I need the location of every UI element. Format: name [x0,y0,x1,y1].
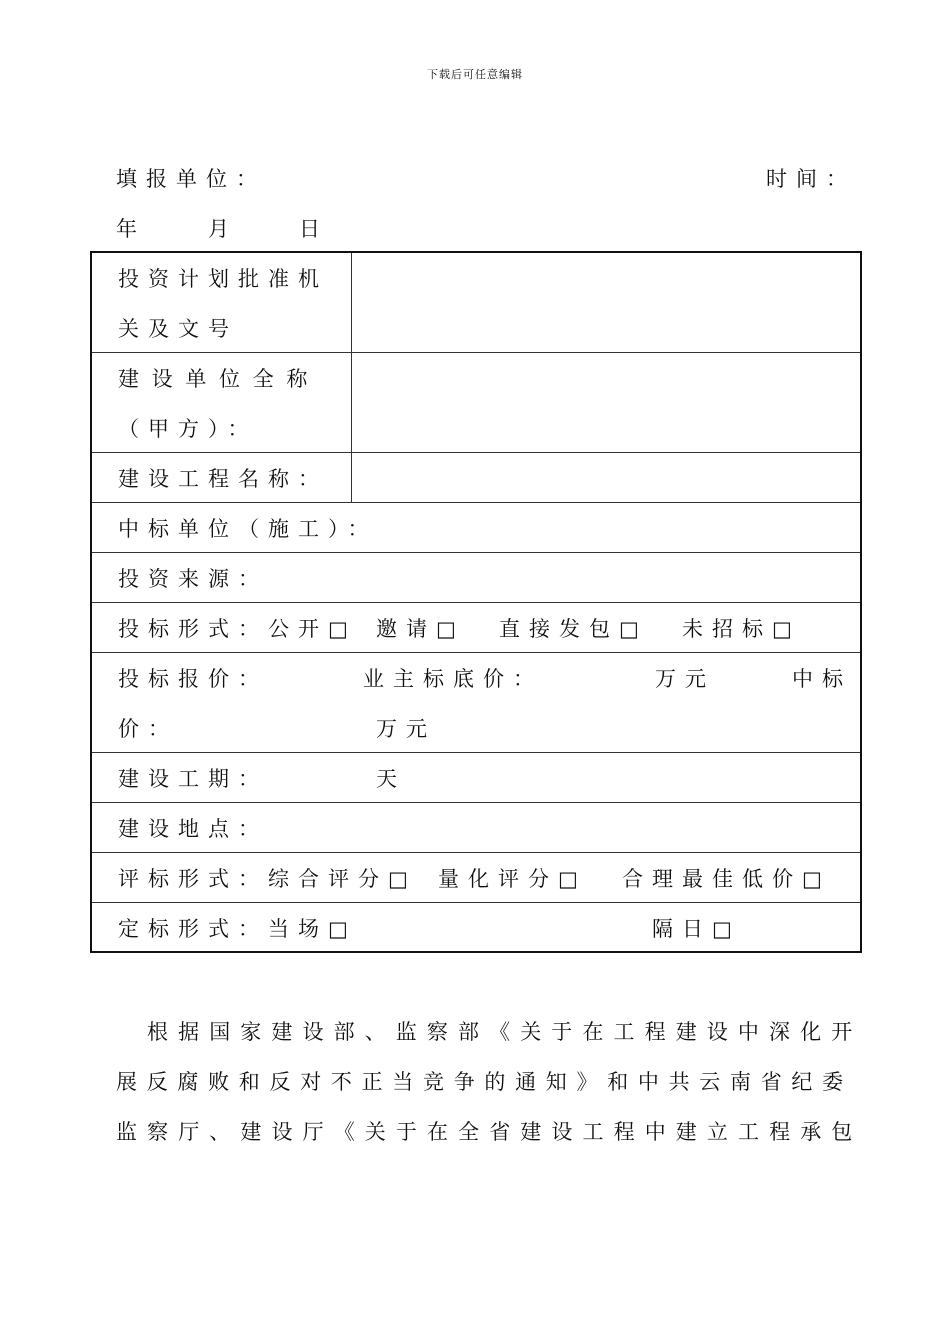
checkbox-eval-quant[interactable]: □ [558,866,587,891]
builder-label-2: （甲方）： [118,416,258,441]
row-bid-form [91,602,861,652]
win-price-label-2: 价： [118,716,178,741]
eval-low-option: 合理最佳低价□ [622,866,831,891]
checkbox-eval-low[interactable]: □ [802,866,831,891]
row-period [91,752,861,802]
time-label: 时间： [766,167,856,191]
funding-cell[interactable] [91,552,861,602]
wan-yuan-2: 万元 [376,716,436,741]
eval-quant-option: 量化评分□ [438,866,587,891]
win-price-label-1: 中标 [792,666,852,691]
wan-yuan-1: 万元 [655,666,715,691]
decide-form-cell [91,902,861,952]
row-eval-form [91,852,861,902]
report-form-table [90,251,862,953]
row-winner [91,502,861,552]
row-location [91,802,861,852]
checkbox-none[interactable]: □ [772,616,801,641]
year-label: 年 [116,217,146,241]
row-decide-form [91,902,861,952]
eval-form-cell [91,852,861,902]
plan-approval-label-1: 投资计划批准机 [118,267,328,291]
row-builder [91,352,861,452]
bid-form-label: 投标形式：公开□ [118,616,357,641]
builder-label-1: 建 设 单 位 全 称 [118,366,311,391]
row-funding [91,552,861,602]
row-project-name [91,452,861,502]
paragraph-line-2: 展反腐败和反对不正当竞争的通知》和中共云南省纪委 [116,1070,853,1094]
checkbox-invite[interactable]: □ [436,616,465,641]
header-note: 下载后可任意编辑 [427,68,523,81]
bid-form-cell [91,602,861,652]
paragraph-line-1: 根据国家建设部、监察部《关于在工程建设中深化开 [147,1020,863,1044]
project-name-label: 建设工程名称： [118,466,328,491]
day-label: 日 [299,217,329,241]
unit-label: 填报单位： [116,167,266,191]
bid-price-cell [91,652,861,752]
decide-next-option: 隔日□ [652,916,741,941]
checkbox-direct[interactable]: □ [619,616,648,641]
location-label: 建设地点： [118,816,268,841]
owner-base-label: 业主标底价： [363,666,543,691]
checkbox-public[interactable]: □ [328,616,357,641]
period-label: 建设工期： [118,766,268,791]
checkbox-eval-comprehensive[interactable]: □ [388,866,417,891]
bid-invite-option: 邀请□ [376,616,465,641]
project-name-value-cell[interactable] [351,452,861,502]
paragraph-line-3: 监察厅、建设厅《关于在全省建设工程中建立工程承包 [116,1120,863,1144]
period-cell[interactable] [91,752,861,802]
eval-form-label: 评标形式：综合评分□ [118,866,417,891]
winner-label: 中标单位（施工）： [118,516,378,541]
checkbox-decide-next[interactable]: □ [712,916,741,941]
plan-approval-label-cell [91,252,351,352]
builder-value-cell[interactable] [351,352,861,452]
bid-none-option: 未招标□ [682,616,801,641]
winner-cell[interactable] [91,502,861,552]
bid-direct-option: 直接发包□ [499,616,648,641]
row-bid-price [91,652,861,752]
row-plan-approval [91,252,861,352]
funding-label: 投资来源： [118,566,268,591]
checkbox-decide-onsite[interactable]: □ [328,916,357,941]
plan-approval-label-2: 关及文号 [118,317,238,341]
month-label: 月 [208,217,238,241]
builder-label-cell [91,352,351,452]
days-label: 天 [376,766,406,791]
location-cell[interactable] [91,802,861,852]
decide-form-label: 定标形式：当场□ [118,916,357,941]
plan-approval-value-cell[interactable] [351,252,861,352]
project-name-label-cell [91,452,351,502]
bid-price-label: 投标报价： [118,666,268,691]
